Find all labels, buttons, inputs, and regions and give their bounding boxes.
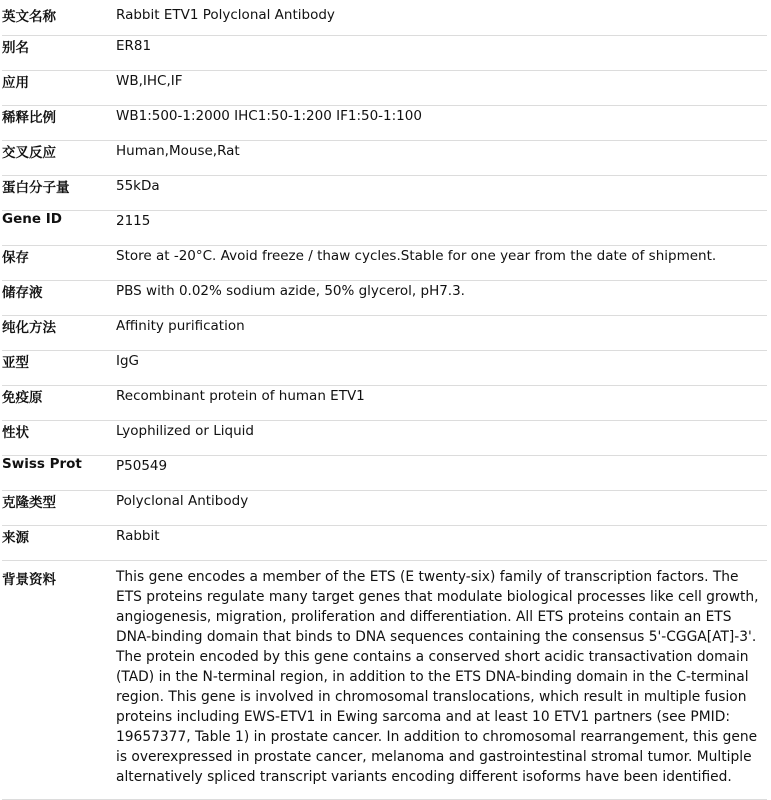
spec-label: 纯化方法	[2, 315, 116, 350]
spec-label: 克隆类型	[2, 490, 116, 525]
product-spec-table	[2, 0, 767, 800]
spec-value: 55kDa	[116, 175, 767, 210]
spec-row-english-name	[2, 0, 767, 35]
spec-value: WB,IHC,IF	[116, 70, 767, 105]
spec-row-immunogen	[2, 385, 767, 420]
spec-label: 背景资料	[2, 560, 116, 799]
spec-label: 交叉反应	[2, 140, 116, 175]
spec-label: Gene ID	[2, 210, 116, 245]
spec-label: 蛋白分子量	[2, 175, 116, 210]
spec-value: Human,Mouse,Rat	[116, 140, 767, 175]
spec-row-gene-id	[2, 210, 767, 245]
spec-row-clonality	[2, 490, 767, 525]
spec-value: Rabbit	[116, 525, 767, 560]
spec-row-molecular-weight	[2, 175, 767, 210]
spec-row-storage	[2, 245, 767, 280]
spec-row-swiss-prot	[2, 455, 767, 490]
spec-value: Affinity purification	[116, 315, 767, 350]
spec-row-background	[2, 560, 767, 799]
spec-row-isotype	[2, 350, 767, 385]
spec-value: PBS with 0.02% sodium azide, 50% glycerol, pH7.3.	[116, 280, 767, 315]
spec-row-buffer	[2, 280, 767, 315]
spec-label: Swiss Prot	[2, 455, 116, 490]
spec-label: 应用	[2, 70, 116, 105]
spec-value: WB1:500-1:2000 IHC1:50-1:200 IF1:50-1:100	[116, 105, 767, 140]
spec-value: Recombinant protein of human ETV1	[116, 385, 767, 420]
spec-row-application	[2, 70, 767, 105]
spec-row-alias	[2, 35, 767, 70]
spec-value: Polyclonal Antibody	[116, 490, 767, 525]
spec-label: 储存液	[2, 280, 116, 315]
spec-label: 亚型	[2, 350, 116, 385]
spec-value: 2115	[116, 210, 767, 245]
spec-value: Lyophilized or Liquid	[116, 420, 767, 455]
spec-row-purification	[2, 315, 767, 350]
spec-value: P50549	[116, 455, 767, 490]
spec-label: 来源	[2, 525, 116, 560]
spec-label: 英文名称	[2, 0, 116, 35]
spec-label: 性状	[2, 420, 116, 455]
spec-label: 免疫原	[2, 385, 116, 420]
spec-value: Rabbit ETV1 Polyclonal Antibody	[116, 0, 767, 35]
spec-value: This gene encodes a member of the ETS (E twenty-six) family of transcription factors. The ETS proteins regulate many target genes that modulate biological processes like cell growth, angiogenesis, migration, proliferation and differentiation. All ETS proteins contain an ETS DNA-binding domain that binds to DNA sequences containing the consensus 5'-CGGA[AT]-3'. The protein encoded by this gene contains a conserved short acidic transactivation domain (TAD) in the N-terminal region, in addition to the ETS DNA-binding domain in the C-terminal region. This gene is involved in chromosomal translocations, which result in multiple fusion proteins including EWS-ETV1 in Ewing sarcoma and at least 10 ETV1 partners (see PMID: 19657377, Table 1) in prostate cancer. In addition to chromosomal rearrangement, this gene is overexpressed in prostate cancer, melanoma and gastrointestinal stromal tumor. Multiple alternatively spliced transcript variants encoding different isoforms have been identified.	[116, 560, 767, 799]
spec-row-dilution	[2, 105, 767, 140]
spec-row-form	[2, 420, 767, 455]
spec-label: 别名	[2, 35, 116, 70]
spec-label: 稀释比例	[2, 105, 116, 140]
spec-value: Store at -20°C. Avoid freeze / thaw cycles.Stable for one year from the date of shipment.	[116, 245, 767, 280]
spec-row-host	[2, 525, 767, 560]
spec-value: ER81	[116, 35, 767, 70]
spec-value: IgG	[116, 350, 767, 385]
spec-label: 保存	[2, 245, 116, 280]
spec-row-reactivity	[2, 140, 767, 175]
